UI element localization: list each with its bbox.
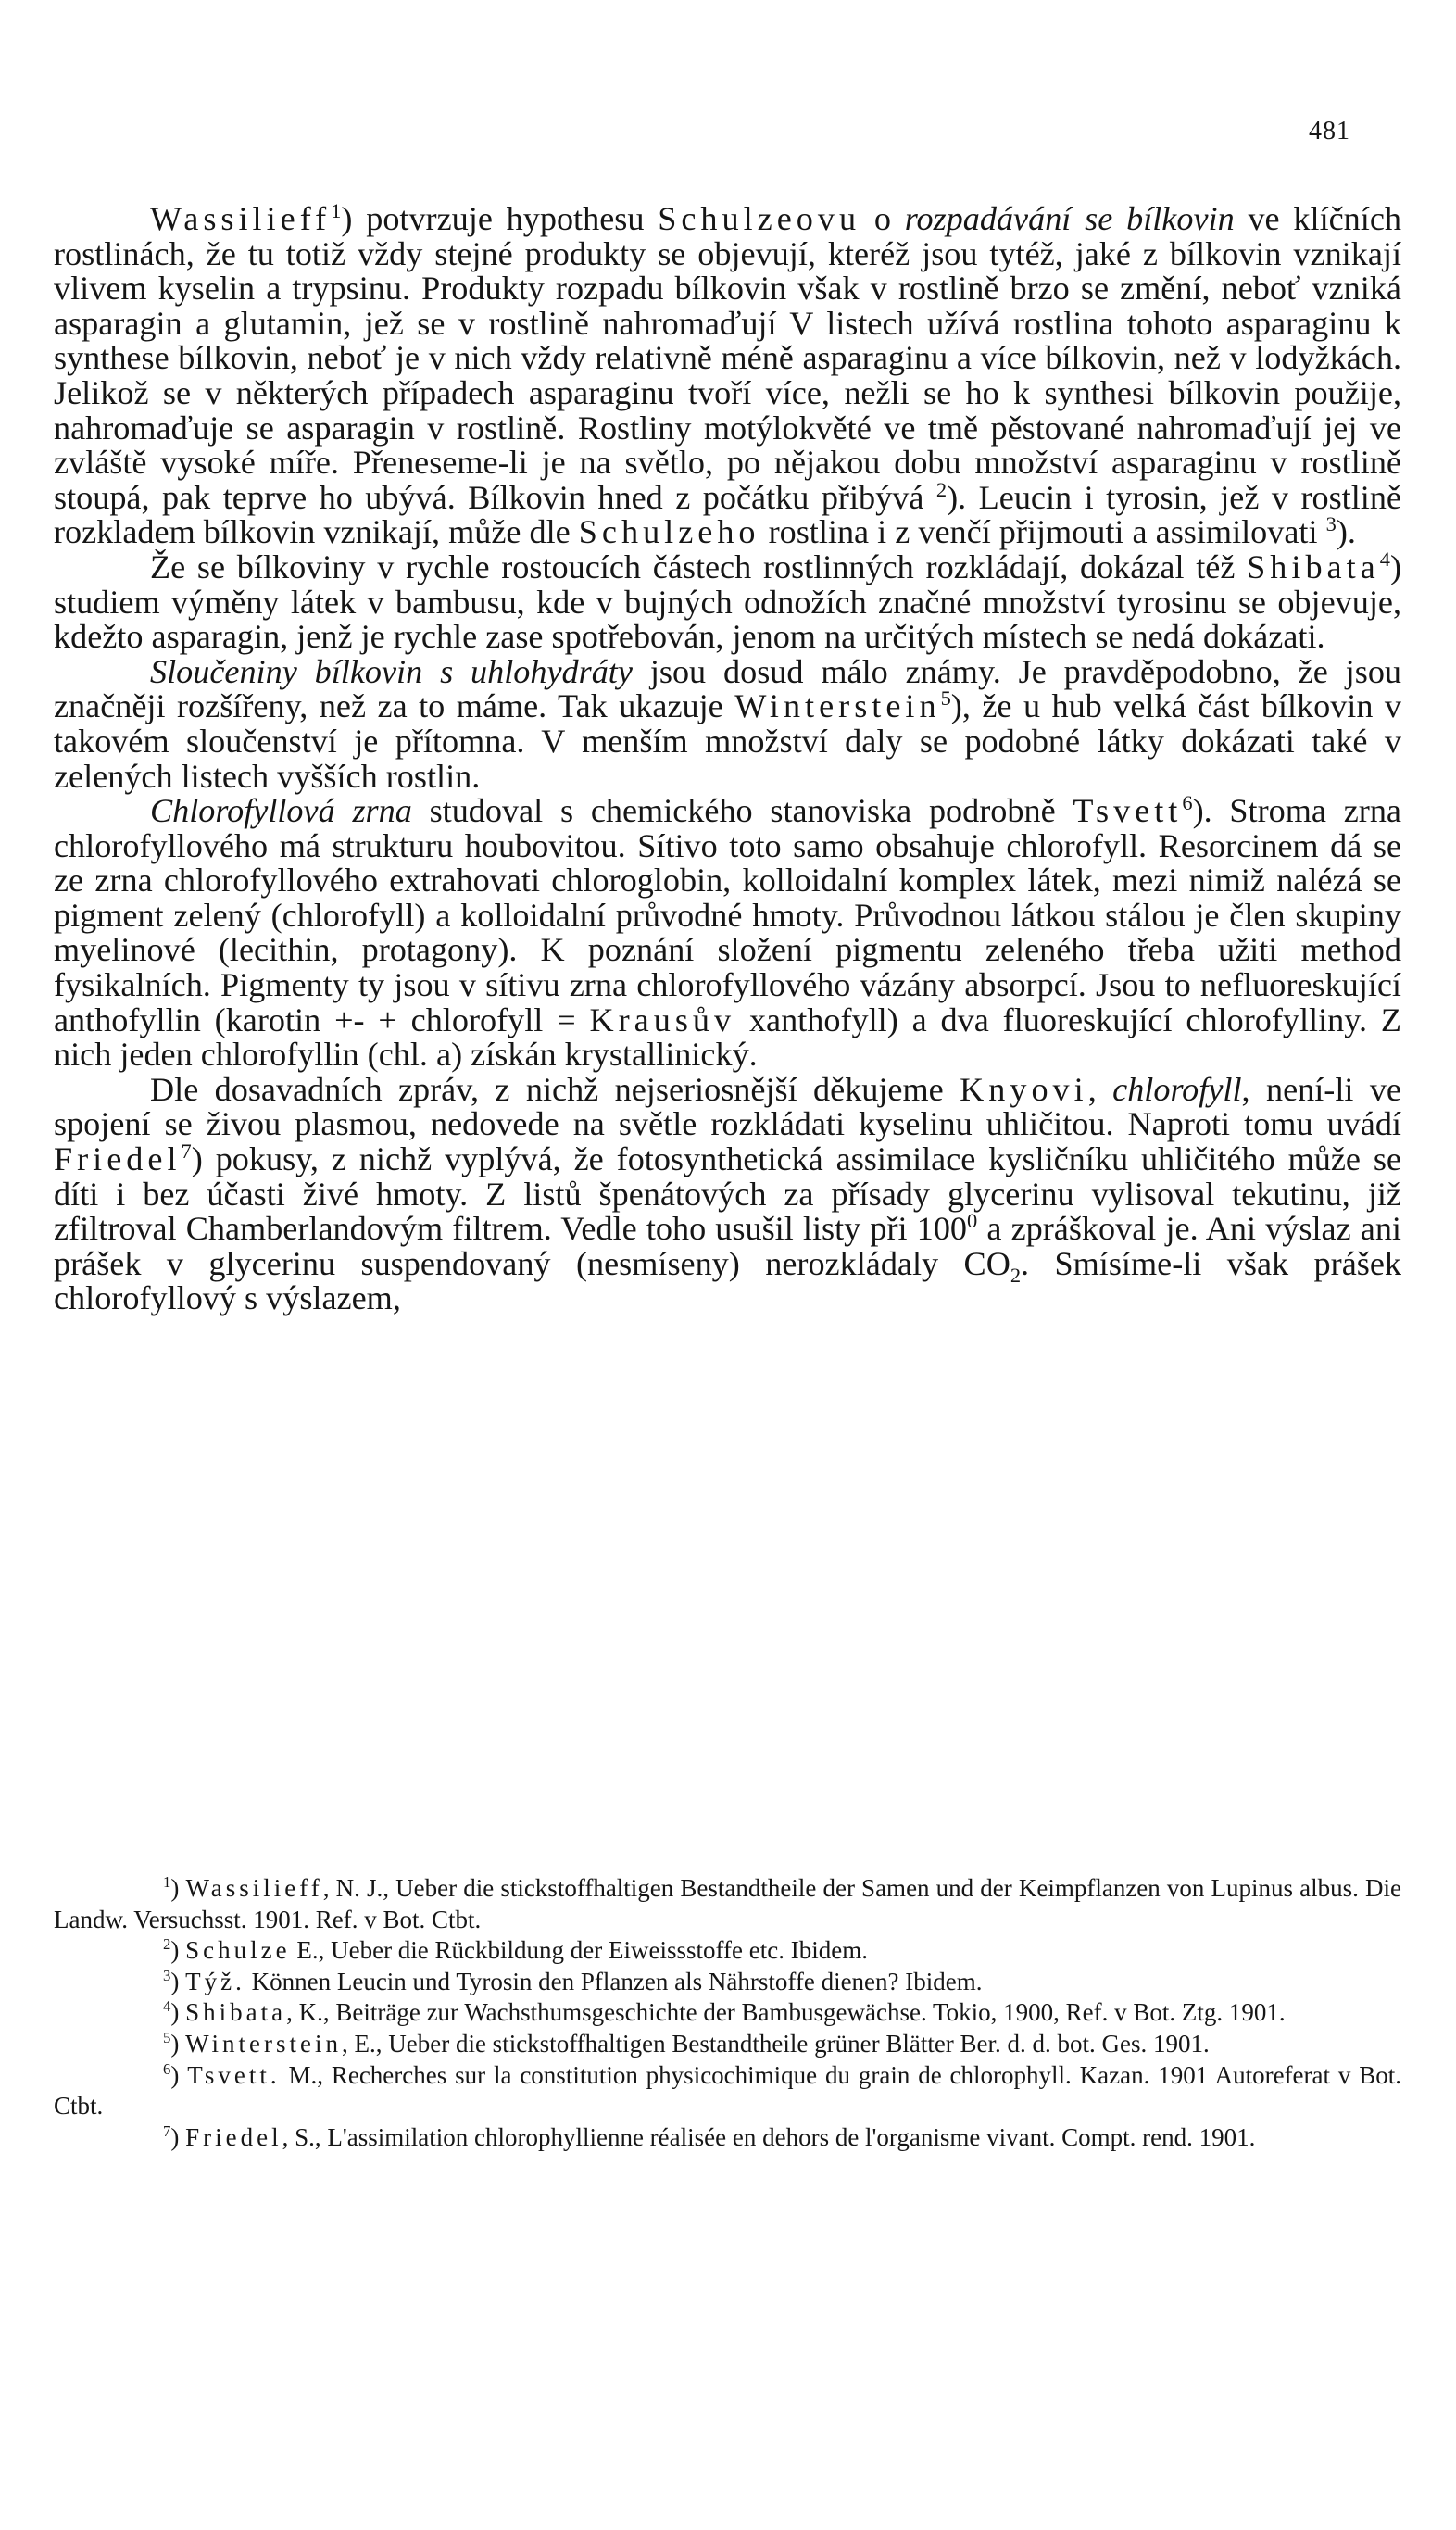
footnote-author: Týž. [185,1967,245,1995]
footnote: $^4$) Shibata, K., Beiträge zur Wachsthumsgeschichte der Bambusgewächse. Tokio, 1900, Ref. v Bot. Ztg. 1901. [163,1997,1286,2027]
footnote-ref: 3 [1325,512,1337,536]
author-name: Tsvett [1073,792,1183,830]
footnotes [54,1873,1401,2153]
footnote-mark: 3 [163,1966,171,1984]
footnote: $^5$) Winterstein, E., Ueber die stickstoffhaltigen Bestandtheile grüner Blätter Ber. d. d. bot. Ges. 1901. [163,2028,1210,2058]
footnote-mark: 6 [163,2059,171,2078]
author-name: Schulzeovu [658,200,861,237]
footnote: $^6$) Tsvett. M., Recherches sur la constitution physicochimique du grain de chlorophyll. Kazan. 1901 Autoreferat v Bot. Ctbt. [54,2059,1401,2121]
author-name: Knyovi [960,1070,1088,1108]
footnote: $^3$) Týž. Können Leucin und Tyrosin den Pflanzen als Nährstoffe dienen? Ibidem. [163,1966,983,1995]
footnote-mark: 2 [163,1935,171,1954]
footnote-author: Wassilieff [185,1874,323,1902]
footnote-ref: 4 [1379,547,1390,571]
author-name: Krausův [589,1001,736,1038]
author-name: Friedel [54,1140,182,1178]
footnote-ref: 6 [1182,791,1193,815]
footnote: $^7$) Friedel, S., L'assimilation chlorophyllienne réalisée en dehors de l'organisme vivant. Compt. rend. 1901. [163,2121,1256,2151]
footnote-author: Tsvett. [187,2060,281,2089]
footnote-author: Winterstein [185,2029,342,2058]
footnote-ref: 1 [331,198,342,222]
emphasis-term: chlorofyll [1112,1070,1242,1108]
footnote-ref: 7 [181,1139,192,1163]
body-text [54,198,1402,1317]
footnote: $^1$) Wassilieff, N. J., Ueber die stickstoffhaltigen Bestandtheile der Samen und der Keimpflanzen von Lupinus albus. Die Landw. Versuchsst. 1901. Ref. v Bot. Ctbt. [54,1873,1401,1933]
author-name: Wassilieff [150,200,332,237]
degree-mark: 0 [967,1209,978,1233]
author-name: Winterstein [734,687,941,725]
footnote-mark: 5 [163,2028,171,2046]
footnote-author: Friedel [185,2122,282,2151]
footnote-author: Schulze [185,1936,291,1965]
footnote-mark: 7 [163,2121,171,2140]
paragraph-chlorophyll-grains: Chlorofyllová zrna studoval s chemického stanoviska podrobně Tsvett$^6$). Stroma zrna chlorofyllového má strukturu houbovitou. Sítivo toto samo obsahuje chlorofyll. Resorcinem dá se ze zrna chlorofyllového extrahovati chloroglobin, kolloidalní komplex látek, mezi nimiž nalézá se pigment zelený (chlorofyll) a kolloidalní průvodné hmoty. Průvodnou látkou stálou je člen skupiny myelinové (lecithin, protagony). K poznání složení pigmentu zeleného třeba užiti method fysikalních. Pigmenty ty jsou v sítivu zrna chlorofyllového vázány absorpcí. Jsou to nefluoreskující anthofyllin (karotin +- + chlorofyll = Krausův xanthofyll) a dva fluoreskující chlorofylliny. Z nich jeden chlorofyllin (chl. a) získán krystallinický. [54,791,1402,1074]
footnote-ref: 2 [935,477,948,501]
emphasis-term: Chlorofyllová zrna [150,792,412,830]
author-name: Schulzeho [578,513,760,551]
footnote-mark: 1 [163,1873,171,1891]
paragraph-wassilieff: Wassilieff$^1$) potvrzuje hypothesu Schulzeovu o rozpadávání se bílkovin ve klíčních rostlinách, že tu totiž vždy stejné produkty se objevují, kteréž jsou tytéž, jaké z bílkovin vznikají vlivem kyselin a trypsinu. Produkty rozpadu bílkovin však v rostlině brzo se změní, neboť vzniká asparagin a glutamin, jež se v rostlině nahromaďují V listech užívá rostlina tohoto asparaginu k synthese bílkovin, neboť je v nich vždy relativně méně asparaginu a více bílkovin, než v lodyžkách. Jelikož se v některých případech asparaginu tvoří více, nežli se ho k synthesi bílkovin použije, nahromaďuje se asparagin v rostlině. Rostliny motýlokvěté ve tmě pěstované nahromaďují jej ve zvláště vysoké míře. Přeneseme-li je na světlo, po nějakou dobu množství asparaginu v rostlině stoupá, pak teprve ho ubývá. Bílkovin hned z počátku přibývá $^2$). Leucin i tyrosin, jež v rostlině rozkladem bílkovin vznikají, může dle Schulzeho rostlina i z venčí přijmouti a assimilovati $^3$). [54,198,1401,551]
paragraph-carbohydrates: Sloučeniny bílkovin s uhlohydráty jsou dosud málo známy. Je pravděpodobno, že jsou značněji rozšířeny, než za to máme. Tak ukazuje Winterstein$^5$), že u hub velká část bílkovin v takovém sloučenství je přítomna. V menším množství daly se podobné látky dokázati také v zelených listech vyšších rostlin. [54,652,1402,795]
page-number: 481 [1309,117,1350,145]
paragraph-shibata: Že se bílkoviny v rychle rostoucích částech rostlinných rozkládají, dokázal též Shibata$^4$) studiem výměny látek v bambusu, kde v bujných odnožích značné množství tyrosinu se objevuje, kdežto asparagin, jenž je rychle zase spotřebován, jenom na určitých místech se nedá dokázati. [54,547,1401,656]
author-name: Shibata [1247,548,1380,585]
footnote-author: Shibata [185,1998,287,2027]
footnote: $^2$) Schulze E., Ueber die Rückbildung der Eiweissstoffe etc. Ibidem. [163,1935,868,1965]
emphasis-term: rozpadávání se bílkovin [904,200,1235,237]
footnote-mark: 4 [163,1997,171,2016]
subscript: 2 [1010,1264,1022,1288]
emphasis-term: Sloučeniny bílkovin s uhlohydráty [150,652,633,690]
footnote-ref: 5 [940,686,951,711]
paragraph-friedel: Dle dosavadních zpráv, z nichž nejseriosnější děkujeme Knyovi, chlorofyll, není-li ve spojení se živou plasmou, nedovede na světle rozkládati kyselinu uhličitou. Naproti tomu uvádí Friedel$^7$) pokusy, z nichž vyplývá, že fotosynthetická assimilace kysličníku uhličitého může se díti i bez účasti živé hmoty. Z listů špenátových za přísady glycerinu vylisoval tekutinu, již zfiltroval Chamberlandovým filtrem. Vedle toho usušil listy při $100^0$ a zpráškoval je. Ani výslaz ani prášek v glycerinu suspendovaný (nesmíseny) nerozkládaly $CO_2$. Smísíme-li však prášek chlorofyllový s výslazem, [54,1070,1401,1317]
